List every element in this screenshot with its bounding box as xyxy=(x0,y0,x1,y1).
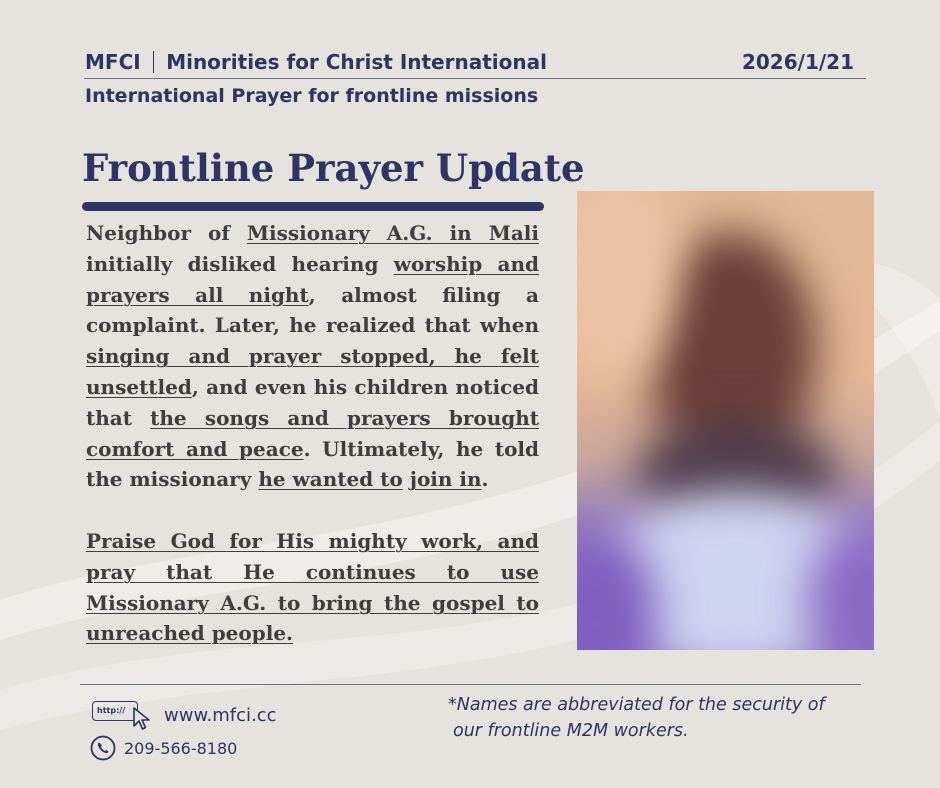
security-note-line-1: *Names are abbreviated for the security of xyxy=(448,695,825,715)
http-cursor-icon xyxy=(92,698,154,732)
body-text-run: initially disliked hearing xyxy=(86,251,394,276)
phone-icon xyxy=(90,735,116,761)
underlined-text: Praise God for His mighty work, and pray that He continues to use Missionary A.G. to bring the gospel to unreached people. xyxy=(86,528,539,646)
website-link[interactable] xyxy=(92,698,277,732)
underlined-text: singing and prayer stopped, he felt unsettled xyxy=(86,344,539,399)
body-text-run: Neighbor of xyxy=(86,221,247,245)
body-text xyxy=(86,218,539,649)
body-paragraph-1 xyxy=(86,218,539,495)
body-text-run: . Ultimately, he told the missionary xyxy=(86,436,539,492)
cursor-arrow-icon xyxy=(132,706,152,732)
footer-rule xyxy=(80,684,861,685)
blurred-photo xyxy=(577,191,874,650)
body-text-run: . xyxy=(481,467,489,492)
underlined-text: worship and prayers all night xyxy=(86,251,539,307)
underlined-text: join in xyxy=(409,467,482,492)
body-text-run: , almost filing a complaint. Later, he realized that when xyxy=(86,282,539,338)
header-subtitle: International Prayer for frontline missions xyxy=(85,85,539,107)
page-title: Frontline Prayer Update xyxy=(82,146,585,190)
org-full-name: Minorities for Christ International xyxy=(166,50,547,74)
underlined-text: Missionary A.G. in Mali xyxy=(246,221,539,245)
body-text-run: , and even his children noticed that xyxy=(86,374,539,430)
security-note-line-2: our frontline M2M workers. xyxy=(453,721,689,741)
website-url: www.mfci.cc xyxy=(164,704,277,726)
phone-number: 209-566-8180 xyxy=(124,738,238,758)
body-text-run xyxy=(403,467,410,491)
org-short-name: MFCI xyxy=(85,50,141,74)
header-rule xyxy=(84,78,866,79)
http-icon-label: http:// xyxy=(92,701,138,721)
header-date: 2026/1/21 xyxy=(741,50,854,74)
underlined-text: the songs and prayers brought comfort and peace xyxy=(86,405,539,461)
header-divider xyxy=(153,51,155,73)
underlined-text: he wanted to xyxy=(258,467,403,492)
title-underline-bar xyxy=(82,202,544,211)
security-note xyxy=(448,692,868,744)
body-paragraph-2 xyxy=(86,526,539,649)
header-org xyxy=(85,50,547,74)
phone-link[interactable] xyxy=(90,735,237,761)
